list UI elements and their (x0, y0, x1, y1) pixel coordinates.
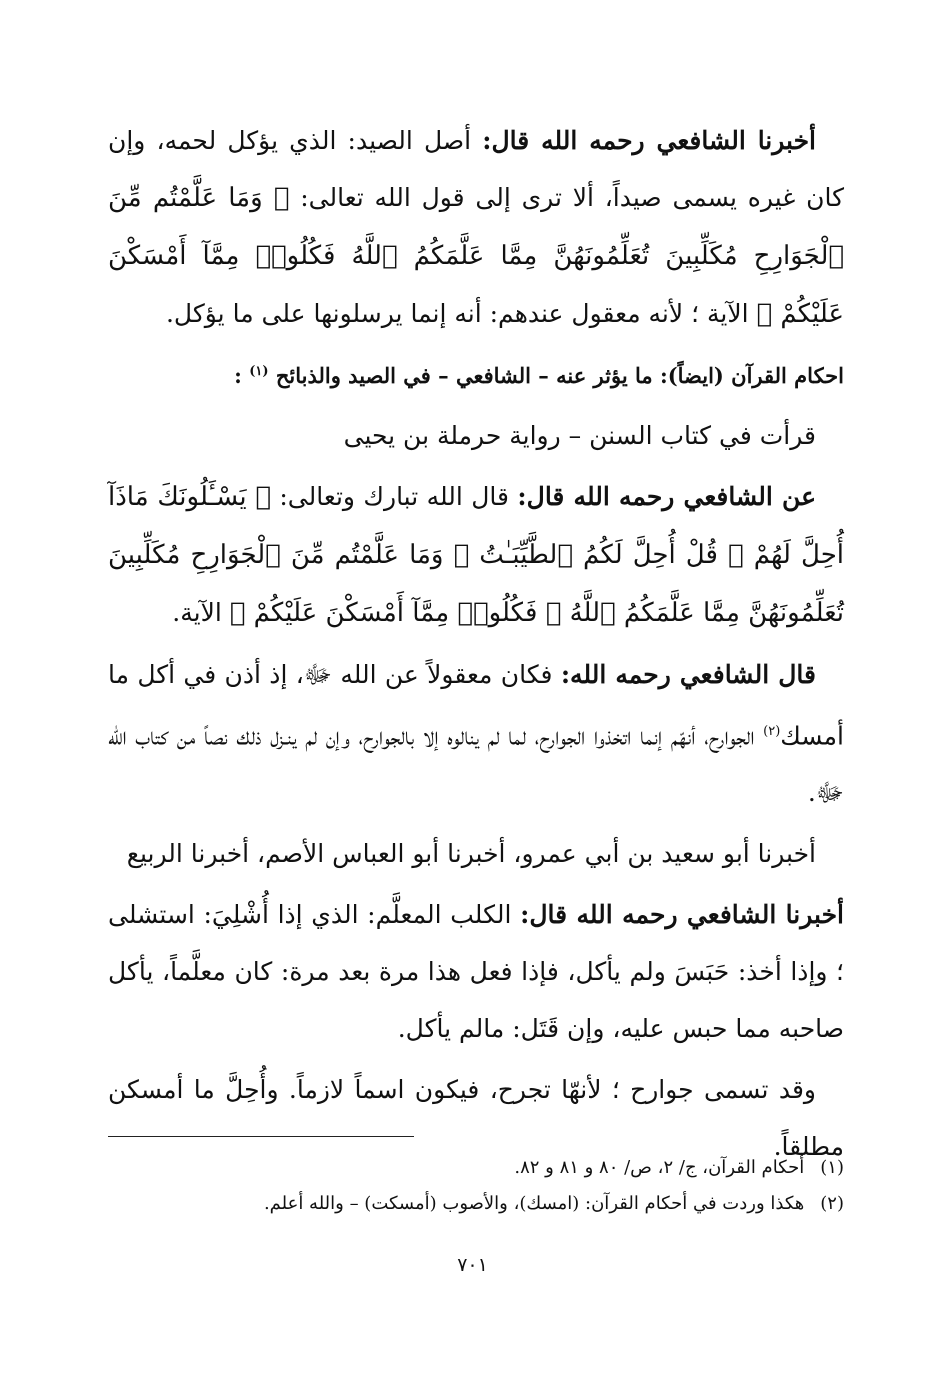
footnote-text: أحكام القرآن، ج/ ٢، ص/ ٨٠ و ٨١ و ٨٢. (514, 1157, 805, 1178)
paragraph-2 (108, 407, 844, 464)
narrator-lead: عن الشافعي رحمه الله قال: (517, 482, 816, 511)
paragraph-text-cont: الجوارح، أنهّم إنما اتخذوا الجوارح، لما لم ينالوه إلا بالجوارح، وإن لم ينـزل ذلك نصاً من كتاب الله ﷻ. (108, 721, 844, 808)
paragraph-4 (108, 646, 844, 821)
footnote-ref-1: (١) (249, 364, 269, 379)
paragraph-text: قرأت في كتاب السنن – رواية حرملة بن يحيى (343, 421, 816, 450)
footnotes (108, 1150, 844, 1222)
footnote-text: هكذا وردت في أحكام القرآن: (امسك)، والأصوب (أمسكت) – والله أعلم. (263, 1193, 805, 1214)
footnote-2 (108, 1186, 844, 1222)
heading-end: : (234, 363, 250, 388)
narrator-lead: أخبرنا الشافعي رحمه الله قال: (482, 126, 817, 155)
paragraph-3 (108, 468, 844, 642)
page-number: ٧٠١ (457, 1254, 488, 1276)
quran-quote: ﴿ يَسْـَٔلُونَكَ مَاذَآ أُحِلَّ لَهُمْ ۖ قُلْ أُحِلَّ لَكُمُ ٱلطَّيِّبَـٰتُ ۙ وَمَا عَلَّمْتُم مِّنَ ٱلْجَوَارِحِ مُكَلِّبِينَ تُعَلِّمُونَهُنَّ مِمَّا عَلَّمَكُمُ ٱللَّهُ ۖ فَكُلُوا۟ مِمَّآ أَمْسَكْنَ عَلَيْكُمْ ﴾ (108, 482, 844, 628)
paragraph-tail: الآية. (172, 598, 230, 627)
paragraph-1 (108, 112, 844, 343)
paragraph-text: أخبرنا أبو سعيد بن أبي عمرو، أخبرنا أبو العباس الأصم، أخبرنا الربيع (126, 839, 816, 869)
paragraph-text: الكلب المعلَّم: الذي إذا أُشْلِيَ: استشلى ؛ وإذا أخذ: حَبَسَ ولم يأكل، فإذا فعل هذا مرة بعد مرة: كان معلَّماً، يأكل صاحبه مما حبس عليه، وإن قَتَل: مالم يأكل. (108, 900, 844, 1044)
footnote-ref-2: (٢) (763, 724, 781, 739)
heading-text: احكام القرآن (ايضاً): ما يؤثر عنه – الشافعي – في الصيد والذبائح (275, 363, 844, 388)
paragraph-text: فكان معقولاً عن الله ﷻ، إذ أذن في أكل ما أمسك (108, 660, 844, 751)
footnote-1 (108, 1150, 844, 1186)
paragraph-text: قال الله تبارك وتعالى: (270, 482, 518, 511)
paragraph-text: أصل الصيد: الذي يؤكل لحمه، وإن كان غيره يسمى صيداً، ألا ترى إلى قول الله تعالى: (108, 126, 845, 212)
quran-quote: ﴿ وَمَا عَلَّمْتُم مِّنَ ٱلْجَوَارِحِ مُكَلِّبِينَ تُعَلِّمُونَهُنَّ مِمَّا عَلَّمَكُمُ ٱللَّهُ فَكُلُوا۟ مِمَّآ أَمْسَكْنَ عَلَيْكُمْ ﴾ (108, 183, 844, 329)
narrator-lead: أخبرنا الشافعي رحمه الله قال: (520, 900, 844, 930)
page-body (108, 112, 844, 1179)
footnote-divider (108, 1136, 414, 1137)
footnote-number: (١) (820, 1157, 844, 1178)
paragraph-text: وقد تسمى جوارح ؛ لأنهّا تجرح، فيكون اسماً لازماً. وأُحِلَّ ما أمسكن مطلقاً. (108, 1075, 844, 1162)
paragraph-5 (108, 825, 844, 882)
paragraph-6 (108, 886, 844, 1057)
paragraph-tail: الآية ؛ لأنه معقول عندهم: أنه إنما يرسلونها على ما يؤكل. (165, 299, 757, 328)
narrator-lead: قال الشافعي رحمه الله: (560, 660, 816, 689)
section-heading (108, 347, 844, 401)
footnote-number: (٢) (820, 1193, 844, 1214)
